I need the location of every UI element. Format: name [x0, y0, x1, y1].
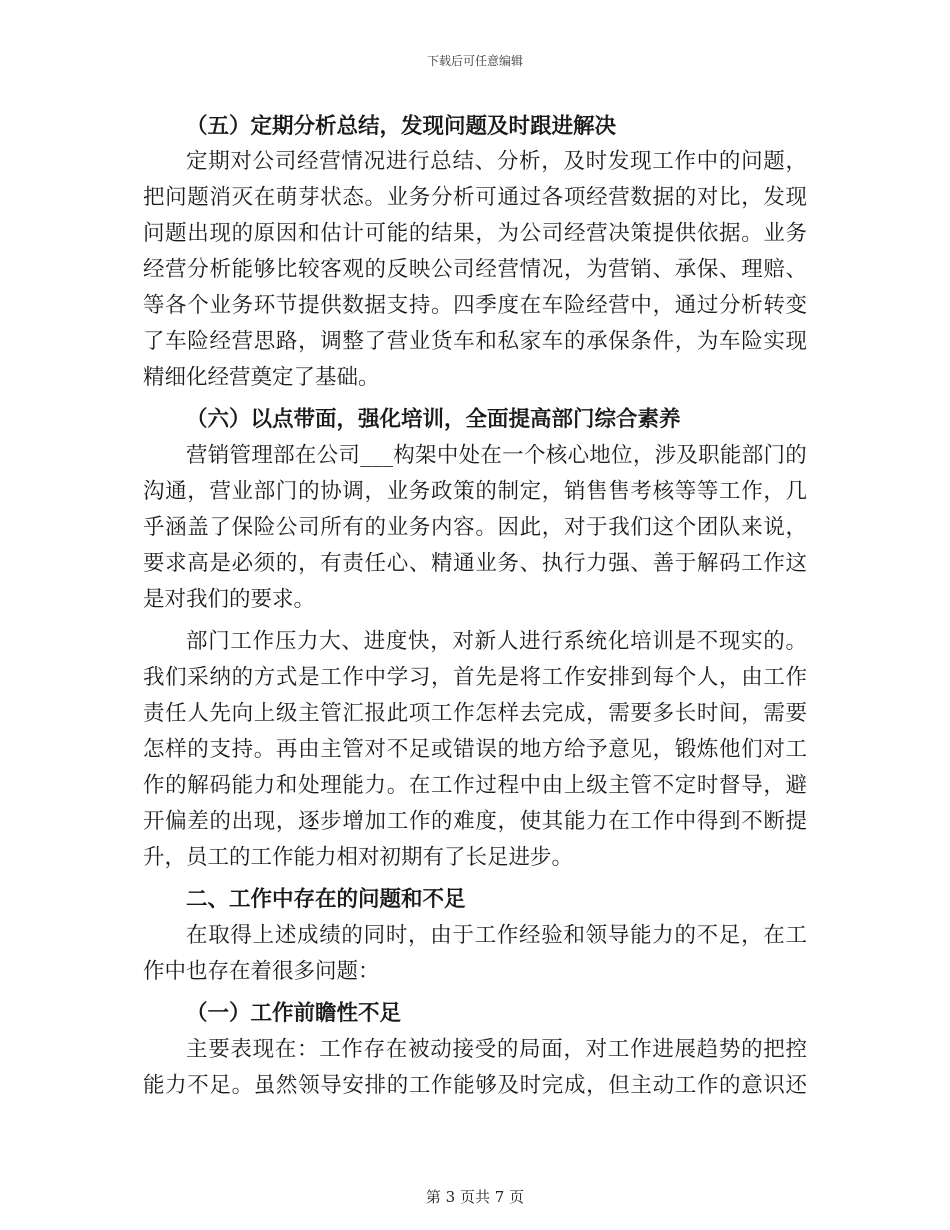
paragraph-line: 升，员工的工作能力相对初期有了长足进步。: [143, 845, 574, 870]
paragraph-line: 作的解码能力和处理能力。在工作过程中由上级主管不定时督导，避: [143, 773, 808, 798]
paragraph-line: 主要表现在：工作存在被动接受的局面，对工作进展趋势的把控: [186, 1037, 808, 1062]
paragraph-line: 定期对公司经营情况进行总结、分析，及时发现工作中的问题，: [186, 149, 808, 174]
paragraph-line: 部门工作压力大、进度快，对新人进行系统化培训是不现实的。: [186, 629, 808, 654]
paragraph-line: 是对我们的要求。: [143, 587, 316, 612]
paragraph-line: 精细化经营奠定了基础。: [143, 365, 380, 390]
paragraph-line: 了车险经营思路，调整了营业货车和私家车的承保条件，为车险实现: [143, 329, 808, 354]
paragraph-line: 问题出现的原因和估计可能的结果，为公司经营决策提供依据。业务: [143, 221, 808, 246]
paragraph-line: 作中也存在着很多问题：: [143, 959, 380, 984]
paragraph-line: 等各个业务环节提供数据支持。四季度在车险经营中，通过分析转变: [143, 293, 808, 318]
section-heading: （六）以点带面，强化培训，全面提高部门综合素养: [186, 407, 681, 432]
paragraph-line: 经营分析能够比较客观的反映公司经营情况，为营销、承保、理赔、: [143, 257, 808, 282]
paragraph-line: 能力不足。虽然领导安排的工作能够及时完成，但主动工作的意识还: [143, 1073, 808, 1098]
page-header: 下载后可任意编辑: [426, 54, 523, 68]
section-heading: （五）定期分析总结，发现问题及时跟进解决: [186, 114, 617, 139]
paragraph-line: 开偏差的出现，逐步增加工作的难度，使其能力在工作中得到不断提: [143, 809, 808, 834]
paragraph-line: 我们采纳的方式是工作中学习，首先是将工作安排到每个人，由工作: [143, 665, 808, 690]
paragraph-line: 在取得上述成绩的同时，由于工作经验和领导能力的不足，在工: [186, 923, 808, 948]
section-heading: （一）工作前瞻性不足: [186, 1001, 402, 1026]
paragraph-line: 把问题消灭在萌芽状态。业务分析可通过各项经营数据的对比，发现: [143, 185, 808, 210]
paragraph-line: 怎样的支持。再由主管对不足或错误的地方给予意见，锻炼他们对工: [143, 737, 808, 762]
page-footer: 第 3 页共 7 页: [425, 1188, 525, 1206]
paragraph-line: 沟通，营业部门的协调，业务政策的制定，销售售考核等等工作，几: [143, 479, 808, 504]
paragraph-line: 营销管理部在公司___构架中处在一个核心地位，涉及职能部门的: [186, 443, 808, 468]
paragraph-line: 要求高是必须的，有责任心、精通业务、执行力强、善于解码工作这: [143, 551, 808, 576]
paragraph-line: 乎涵盖了保险公司所有的业务内容。因此，对于我们这个团队来说，: [143, 515, 808, 540]
section-heading: 二、工作中存在的问题和不足: [186, 887, 466, 912]
paragraph-line: 责任人先向上级主管汇报此项工作怎样去完成，需要多长时间，需要: [143, 701, 808, 726]
